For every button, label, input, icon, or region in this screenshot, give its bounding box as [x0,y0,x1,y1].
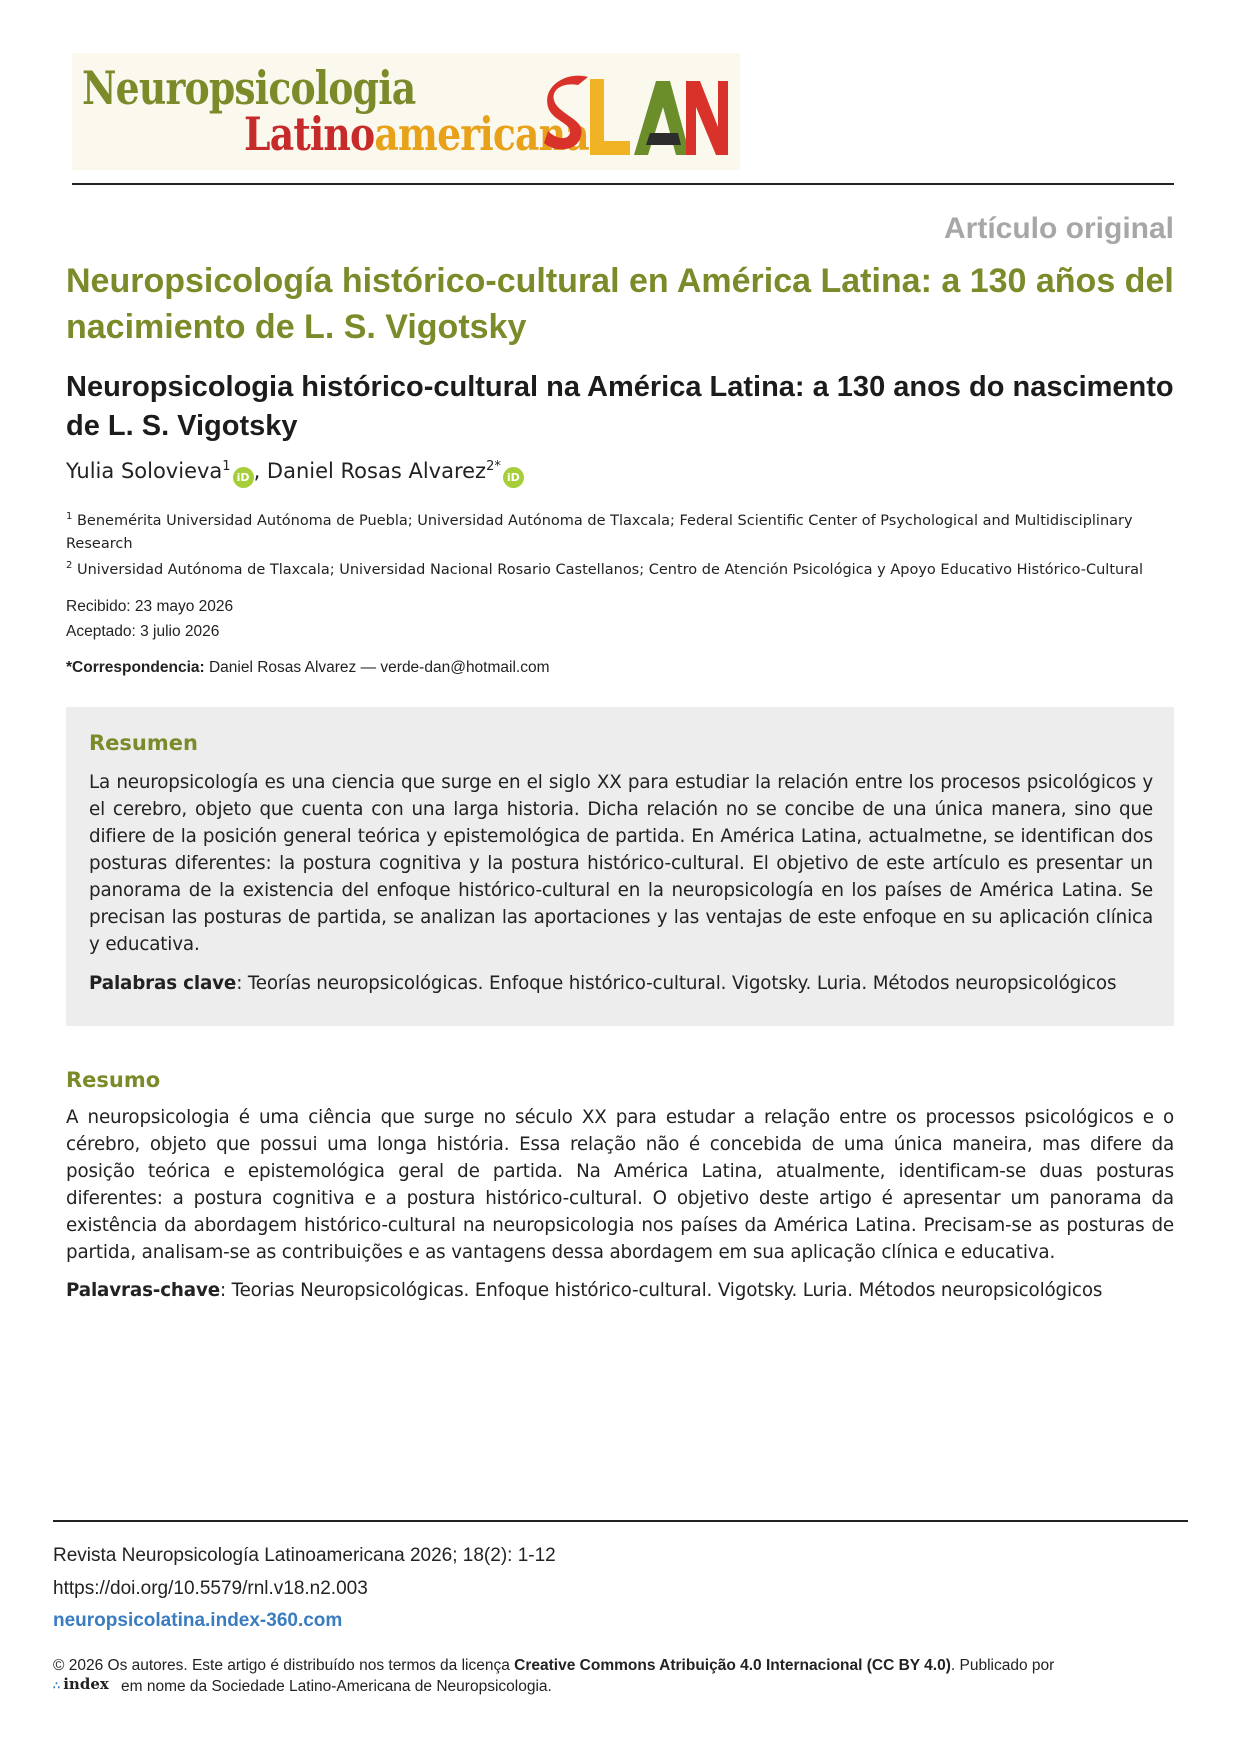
keywords-text-es: : Teorías neuropsicológicas. Enfoque histórico-cultural. Vigotsky. Luria. Métodos neuropsicológicos [236,973,1117,994]
footer-rule [53,1520,1188,1522]
slan-logo-mark [538,67,728,167]
abstract-body-pt: A neuropsicologia é uma ciência que surge no século XX para estudar a relação entre os processos psicológicos e o cérebro, objeto que possui uma longa história. Essa relação não é concebida de uma única maneira, mas difere da posição teórica e epistemológica geral de partida. Na América Latina, atualmente, identificam-se duas posturas diferentes: a postura cognitiva e a postura histórico-cultural. O objetivo deste artigo é apresentar um panorama da existência da abordagem histórico-cultural na neuropsicologia nos países da América Latina. Precisam-se as posturas de partida, analisam-se as contribuições e as vantagens dessa abordagem em sua aplicação clínica e educativa. [66,1107,1174,1263]
keywords-label-pt: Palavras-chave [66,1280,220,1301]
author-affil-sup: 1 [222,459,231,474]
title-spanish: Neuropsicología histórico-cultural en América Latina: a 130 años del nacimiento de L. S. Vigotsky [66,262,1174,346]
journal-citation: Revista Neuropsicología Latinoamericana 2026; 18(2): 1-12 [53,1545,556,1566]
affiliation-1: $^1$ Benemérita Universidad Autónoma de Puebla; Universidad Autónoma de Tlaxcala; Federal Scientific Center of Psychological and Multidisciplinary Research [66,511,1133,552]
abstract-box-spanish [66,707,1174,1026]
author-name: Daniel Rosas Alvarez [266,459,487,483]
license-text: © 2026 Os autores. Este artigo é distribuído nos termos da licença Creative Commons Atribuição 4.0 Internacional (CC BY 4.0). Publicado por [53,1657,1055,1674]
orcid-icon[interactable]: iD [503,467,524,488]
license-text-line-2: em nome da Sociedade Latino-Americana de Neuropsicologia. [121,1678,552,1695]
correspondence-label: *Correspondencia: [66,659,205,676]
article-dates [66,594,233,644]
logo-line-2: Latinoamericana [244,107,589,161]
index-dots-icon: ∴ [53,1679,58,1692]
keywords-label-es: Palabras clave [89,973,237,994]
author-affil-sup: 2* [486,459,501,474]
keywords-text-pt: : Teorias Neuropsicológicas. Enfoque histórico-cultural. Vigotsky. Luria. Métodos neuropsicológicos [220,1280,1103,1301]
affiliation-2: $^2$ Universidad Autónoma de Tlaxcala; Universidad Nacional Rosario Castellanos; Centro de Atención Psicológica y Apoyo Educativo Histórico-Cultural [66,560,1144,578]
accepted-date: Aceptado: 3 julio 2026 [66,623,220,640]
index-publisher-logo: ∴ index [53,1675,109,1693]
abstract-heading-pt: Resumo [66,1068,161,1092]
journal-site-link[interactable]: neuropsicolatina.index-360.com [53,1610,343,1631]
header-rule [72,183,1174,185]
abstract-body-es: La neuropsicología es una ciencia que surge en el siglo XX para estudiar la relación entre los procesos psicológicos y el cerebro, objeto que cuenta con una larga historia. Dicha relación no se concibe de una única manera, sino que difiere de la posición general teórica y epistemológica de partida. En América Latina, actualmetne, se identifican dos posturas diferentes: la postura cognitiva y la postura histórico-cultural. El objetivo de este artículo es presentar un panorama de la existencia del enfoque histórico-cultural en la neuropsicología en los países de América Latina. Se precisan las posturas de partida, se analizan las aportaciones y las ventajas de este enfoque en su aplicación clínica y educativa. [89,772,1153,955]
doi-link[interactable]: https://doi.org/10.5579/rnl.v18.n2.003 [53,1578,368,1599]
keywords-pt [66,1280,1102,1301]
article-type: Artículo original [943,212,1174,245]
author-name: Yulia Solovieva [66,459,223,483]
correspondence [66,659,550,677]
journal-logo [72,53,740,170]
received-date: Recibido: 23 mayo 2026 [66,598,234,615]
license-name[interactable]: Creative Commons Atribuição 4.0 Internacional (CC BY 4.0) [514,1657,951,1674]
author-separator: , [253,459,267,483]
correspondence-text: Daniel Rosas Alvarez — verde-dan@hotmail.com [204,659,550,676]
keywords-es [89,973,1153,994]
orcid-icon[interactable]: iD [233,467,254,488]
logo-line-1: Neuropsicologia [82,61,416,115]
title-portuguese: Neuropsicologia histórico-cultural na América Latina: a 130 anos do nascimento de L. S. Vigotsky [66,371,1174,442]
abstract-heading-es: Resumen [89,731,198,755]
authors-line [66,459,524,488]
